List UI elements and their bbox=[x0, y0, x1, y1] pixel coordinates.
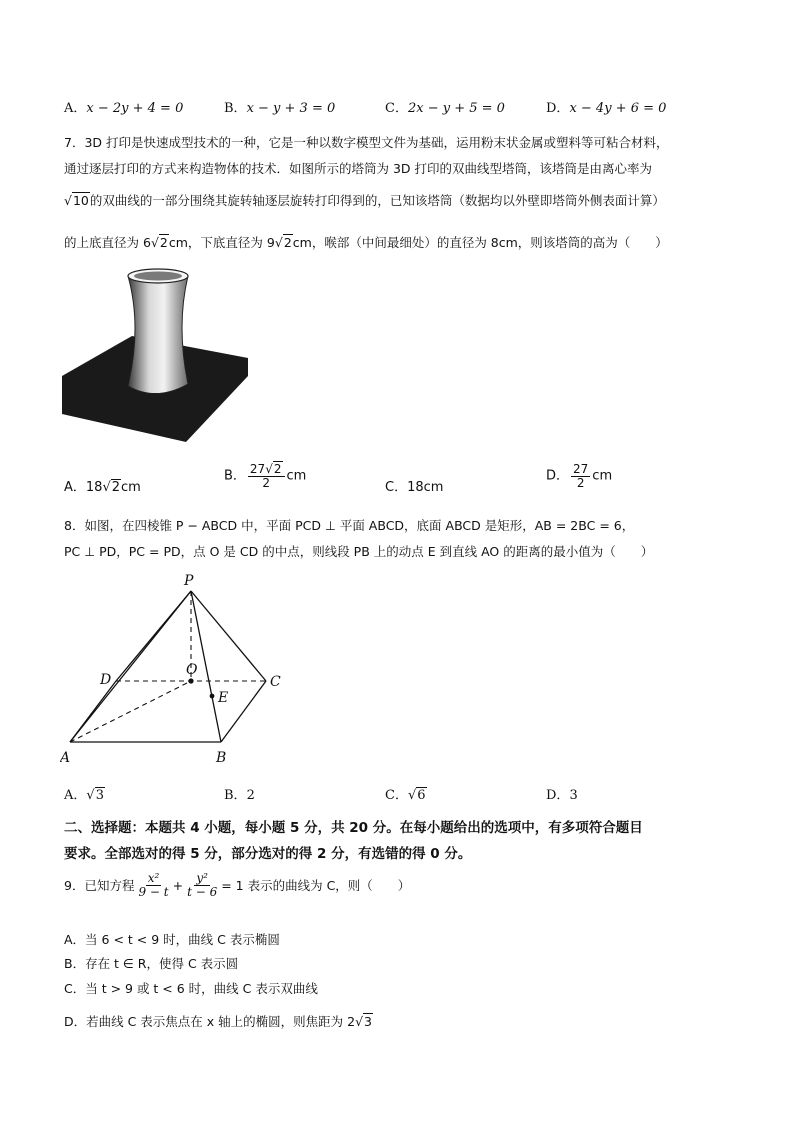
label-p: P bbox=[184, 573, 194, 589]
label-e: E bbox=[218, 690, 229, 706]
q8-line-2: PC ⊥ PD，PC = PD，点 O 是 CD 的中点，则线段 PB 上的动点 E 到直线 AO 的距离的最小值为（ ） bbox=[64, 544, 654, 559]
q9-frac-2: $\frac{\text{y²}}{t - 6}$ bbox=[187, 871, 218, 899]
q9-frac-1: $\frac{\text{x²}}{9 - t}$ bbox=[138, 871, 169, 899]
q6-option-a: A．x − 2y + 4 = 0 bbox=[64, 101, 184, 116]
q8-line-1: 8．如图，在四棱锥 P − ABCD 中，平面 PCD ⊥ 平面 ABCD，底面 ABCD 是矩形，AB = 2BC = 6， bbox=[64, 518, 635, 533]
edge-pd bbox=[116, 591, 191, 681]
q7-line-1: 7．3D 打印是快速成型技术的一种，它是一种以数字模型文件为基础，运用粉末状金属或塑料等可粘合材料， bbox=[64, 135, 669, 150]
q8-option-d: D．3 bbox=[546, 788, 578, 803]
q8-option-a: A．√3 bbox=[64, 788, 104, 803]
pyramid-figure bbox=[60, 570, 300, 766]
q7-line-2: 通过逐层打印的方式来构造物体的技术．如图所示的塔筒为 3D 打印的双曲线型塔筒，该塔筒是由离心率为 bbox=[64, 161, 653, 176]
label-o: O bbox=[186, 662, 198, 678]
point-e bbox=[210, 694, 215, 699]
point-o bbox=[188, 678, 193, 683]
q9-option-c: C．当 t > 9 或 t < 6 时，曲线 C 表示双曲线 bbox=[64, 981, 318, 996]
tower-figure bbox=[62, 264, 248, 442]
tower-opening bbox=[134, 272, 182, 281]
section-2-line-2: 要求。全部选对的得 5 分，部分选对的得 2 分，有选错的得 0 分。 bbox=[64, 846, 472, 862]
edge-ad bbox=[70, 681, 116, 742]
label-c: C bbox=[270, 674, 281, 690]
q7-option-a: A．18√2cm bbox=[64, 480, 141, 495]
q7-option-d: D． $\frac{27}{2}$ cm bbox=[546, 462, 613, 490]
label-d: D bbox=[100, 672, 112, 688]
edge-pc bbox=[191, 591, 266, 681]
q9-stem: 9．已知方程 $\frac{\text{x²}}{9 - t}$ + $\frac{\text{y²}}{t - 6}$ = 1 表示的曲线为 C，则（ ） bbox=[64, 871, 411, 899]
q6-option-c: C．2x − y + 5 = 0 bbox=[385, 101, 505, 116]
q9-option-d: D．若曲线 C 表示焦点在 x 轴上的椭圆，则焦距为 2√3 bbox=[64, 1014, 372, 1029]
label-b: B bbox=[216, 750, 227, 766]
q8-option-b: B．2 bbox=[224, 788, 255, 803]
q6-option-b: B．x − y + 3 = 0 bbox=[224, 101, 336, 116]
label-a: A bbox=[60, 750, 71, 766]
q8-option-c: C．√6 bbox=[385, 788, 426, 803]
section-2-line-1: 二、选择题：本题共 4 小题，每小题 5 分，共 20 分。在每小题给出的选项中，有多项符合题目 bbox=[64, 820, 643, 836]
q6-option-d: D．x − 4y + 6 = 0 bbox=[546, 101, 667, 116]
q9-option-a: A．当 6 < t < 9 时，曲线 C 表示椭圆 bbox=[64, 932, 280, 947]
tower-body bbox=[128, 276, 188, 394]
q7-line-4: 的上底直径为 6√2cm，下底直径为 9√2cm，喉部（中间最细处）的直径为 8cm，则该塔筒的高为（ ） bbox=[64, 235, 668, 250]
line-ao-hidden bbox=[70, 681, 191, 742]
q7-option-b: B． $\frac{27√2}{2}$ cm bbox=[224, 462, 307, 490]
q7-line-3: √10的双曲线的一部分围绕其旋转轴逐层旋转打印得到的，已知该塔筒（数据均以外壁即塔筒外侧表面计算） bbox=[64, 193, 665, 208]
q9-option-b: B．存在 t ∈ R，使得 C 表示圆 bbox=[64, 956, 239, 971]
sqrt-10: √10 bbox=[64, 193, 89, 208]
q7-option-c: C．18cm bbox=[385, 480, 444, 495]
